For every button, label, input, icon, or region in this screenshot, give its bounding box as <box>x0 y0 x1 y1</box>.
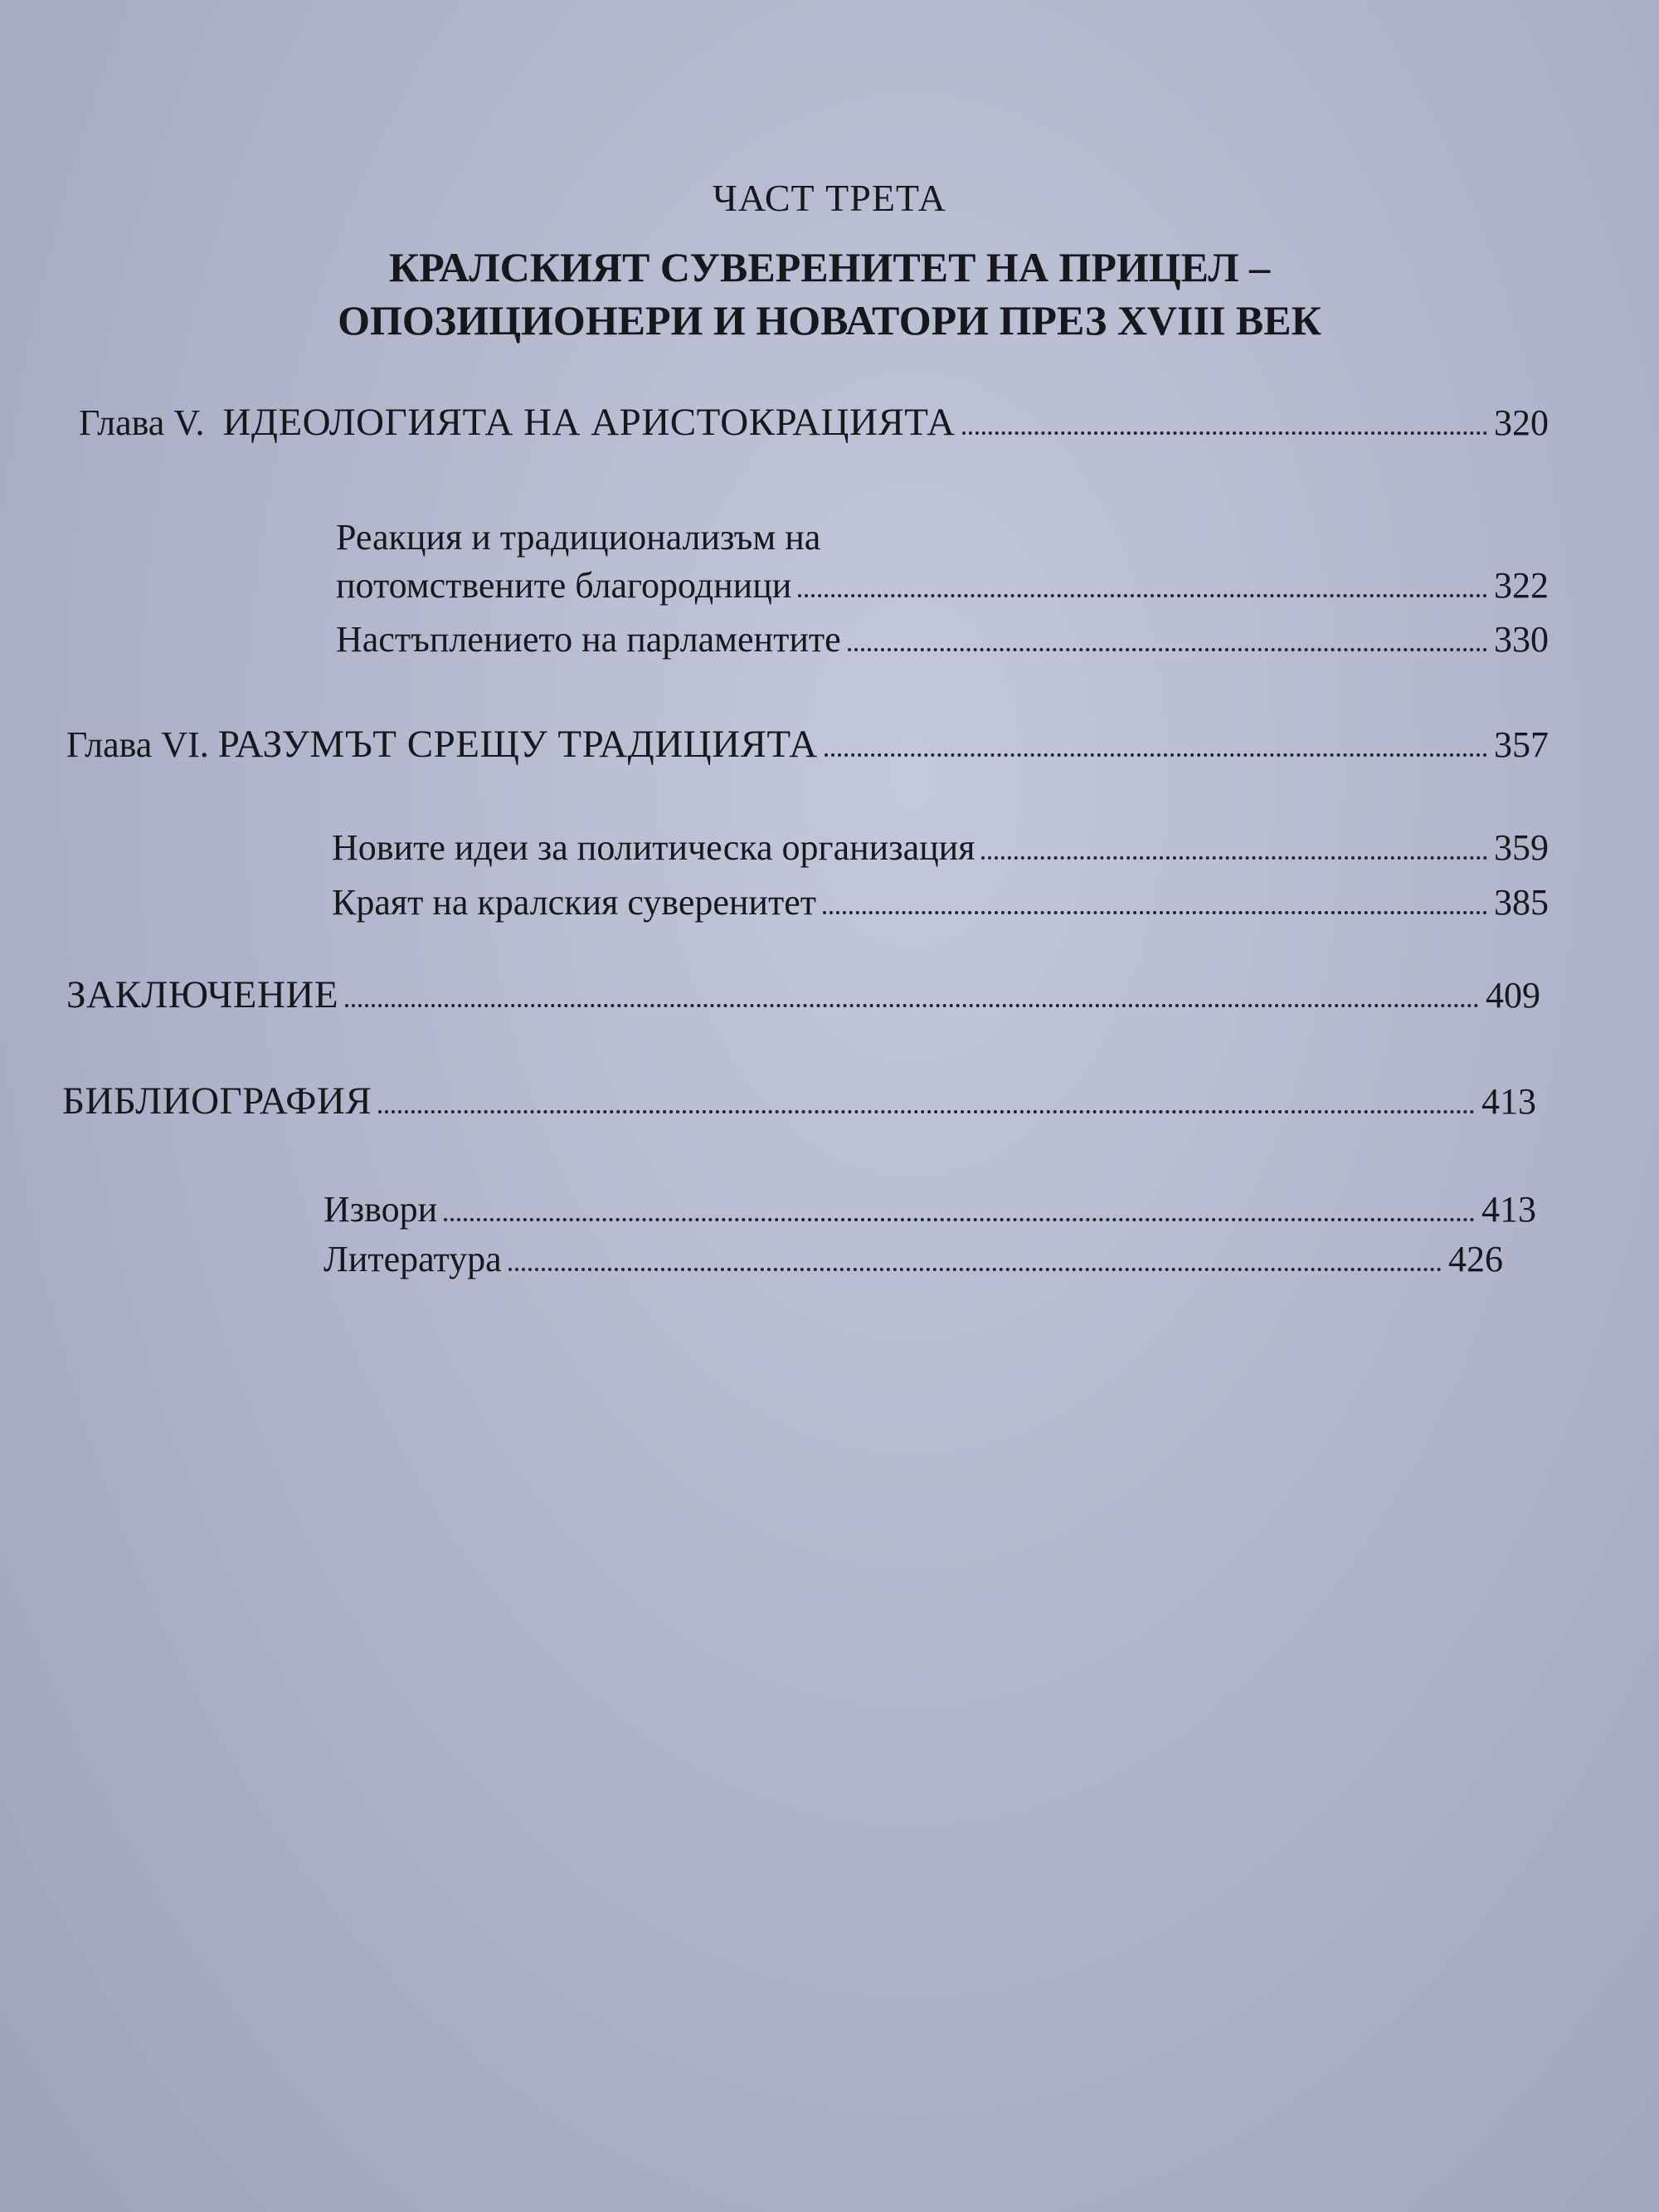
toc-entry-section <box>332 881 1549 923</box>
leader-dots <box>825 753 1487 757</box>
page-number: 320 <box>1494 402 1549 443</box>
page-number: 330 <box>1494 619 1549 660</box>
chapter-title: РАЗУМЪТ СРЕЩУ ТРАДИЦИЯТА <box>217 723 818 766</box>
page-number: 385 <box>1494 882 1549 923</box>
page-number: 359 <box>1494 827 1549 868</box>
page-number: 413 <box>1481 1189 1536 1230</box>
section-title: Извори <box>324 1189 438 1230</box>
leader-dots <box>378 1110 1475 1113</box>
part-title <box>0 241 1659 347</box>
toc-entry-section <box>336 618 1549 660</box>
toc-entry-chapter-6 <box>66 722 1549 767</box>
page-number: 322 <box>1494 565 1549 606</box>
chapter-title: ИДЕОЛОГИЯТА НА АРИСТОКРАЦИЯТА <box>222 401 956 444</box>
page-number: 409 <box>1486 975 1540 1016</box>
toc-entry-section <box>332 826 1549 869</box>
toc-entry-chapter-5 <box>79 400 1549 445</box>
leader-dots <box>823 911 1487 914</box>
toc-entry-section <box>324 1188 1536 1230</box>
leader-dots <box>981 856 1487 860</box>
leader-dots <box>508 1268 1442 1271</box>
page-number: 413 <box>1481 1081 1536 1122</box>
part-title-line-1: КРАЛСКИЯТ СУВЕРЕНИТЕТ НА ПРИЦЕЛ – <box>388 244 1271 290</box>
toc-entry-section <box>336 564 1549 607</box>
section-title: БИБЛИОГРАФИЯ <box>62 1079 372 1123</box>
leader-dots <box>444 1218 1475 1221</box>
chapter-number: Глава VI. <box>66 724 209 765</box>
leader-dots <box>848 648 1487 651</box>
chapter-number: Глава V. <box>79 402 205 443</box>
section-title: Краят на кралския суверенитет <box>332 882 816 923</box>
part-title-line-2: ОПОЗИЦИОНЕРИ И НОВАТОРИ ПРЕЗ XVIII ВЕК <box>338 297 1321 343</box>
leader-dots <box>798 594 1487 597</box>
section-title: ЗАКЛЮЧЕНИЕ <box>66 973 339 1016</box>
page-number: 426 <box>1448 1239 1503 1279</box>
toc-entry-conclusion <box>66 972 1540 1017</box>
toc-entry-bibliography <box>62 1079 1536 1123</box>
leader-dots <box>962 431 1487 435</box>
leader-dots <box>345 1004 1479 1007</box>
section-title: Настъплението на парламентите <box>336 619 841 660</box>
toc-entry-section <box>324 1238 1503 1280</box>
section-title: Новите идеи за политическа организация <box>332 827 975 868</box>
section-title: потомствените благородници <box>336 565 792 606</box>
section-title: Литература <box>324 1239 502 1279</box>
toc-entry-section-title-line: Реакция и традиционализъм на <box>336 517 821 558</box>
part-label: ЧАСТ ТРЕТА <box>713 177 946 219</box>
page-number: 357 <box>1494 724 1549 765</box>
